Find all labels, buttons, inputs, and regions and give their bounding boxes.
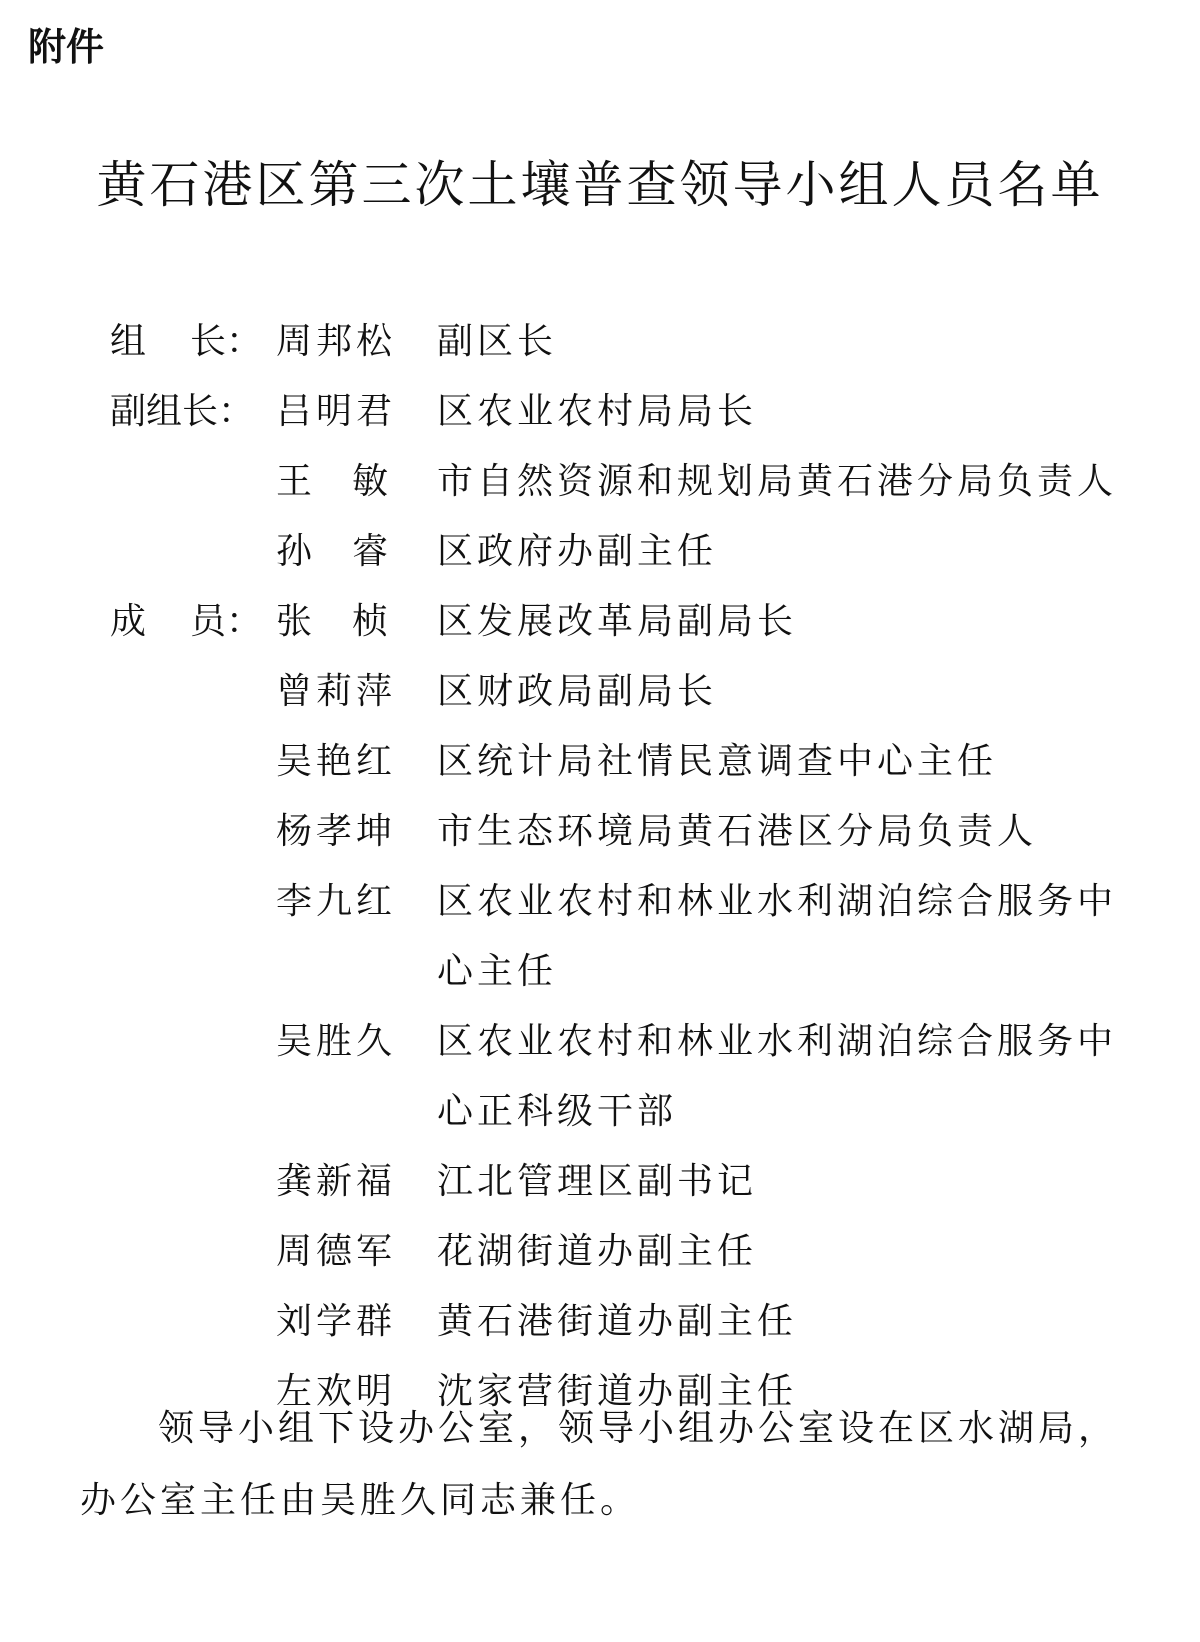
roster-row-deputy <box>110 377 1170 447</box>
person-name: 龚新福 <box>276 1161 397 1202</box>
roster-row-member <box>110 1287 1170 1357</box>
roster-row-leader <box>110 307 1170 377</box>
person-name: 左欢明 <box>276 1371 397 1412</box>
person-position: 市生态环境局黄石港区分局负责人 <box>437 811 1038 852</box>
person-position: 花湖街道办副主任 <box>437 1231 758 1272</box>
person-name: 曾莉萍 <box>276 671 397 712</box>
person-name: 王 敏 <box>276 461 388 502</box>
office-note: 领导小组下设办公室，领导小组办公室设在区水湖局，办公室主任由吴胜久同志兼任。 <box>80 1408 1119 1521</box>
person-position: 副区长 <box>437 321 558 362</box>
attachment-label: 附件 <box>28 25 105 69</box>
person-position: 区农业农村局局长 <box>437 391 758 432</box>
roster-row-member <box>110 657 1170 727</box>
roster-row-member <box>110 1007 1170 1147</box>
roster-row-member <box>110 797 1170 867</box>
role-label-member: 成 员： <box>110 601 262 642</box>
roster-row-deputy <box>110 517 1170 587</box>
personnel-roster <box>110 307 1170 1427</box>
person-position: 区政府办副主任 <box>437 531 718 572</box>
role-label-leader: 组 长： <box>110 321 262 362</box>
person-position: 黄石港街道办副主任 <box>437 1301 798 1342</box>
person-name: 张 桢 <box>276 601 388 642</box>
roster-row-member <box>110 727 1170 797</box>
person-name: 杨孝坤 <box>276 811 397 852</box>
person-position: 区农业农村和林业水利湖泊综合服务中心正科级干部 <box>437 1021 1118 1132</box>
person-name: 周邦松 <box>276 321 397 362</box>
person-position: 区发展改革局副局长 <box>437 601 798 642</box>
person-name: 周德军 <box>276 1231 397 1272</box>
person-name: 刘学群 <box>276 1301 397 1342</box>
person-name: 李九红 <box>276 881 397 922</box>
person-position: 沈家营街道办副主任 <box>437 1371 798 1412</box>
role-label-deputy: 副组长： <box>110 391 255 432</box>
roster-row-member <box>110 1217 1170 1287</box>
person-name: 孙 睿 <box>276 531 388 572</box>
person-name: 吴胜久 <box>276 1021 397 1062</box>
person-position: 市自然资源和规划局黄石港分局负责人 <box>437 461 1118 502</box>
person-position: 区统计局社情民意调查中心主任 <box>437 741 998 782</box>
roster-row-member <box>110 1147 1170 1217</box>
person-position: 江北管理区副书记 <box>437 1161 758 1202</box>
document-title: 黄石港区第三次土壤普查领导小组人员名单 <box>96 156 1104 214</box>
person-name: 吴艳红 <box>276 741 397 782</box>
roster-row-deputy <box>110 447 1170 517</box>
person-position: 区农业农村和林业水利湖泊综合服务中心主任 <box>437 881 1118 992</box>
roster-row-member <box>110 587 1170 657</box>
roster-row-member <box>110 867 1170 1007</box>
person-position: 区财政局副局长 <box>437 671 718 712</box>
person-name: 吕明君 <box>276 391 397 432</box>
